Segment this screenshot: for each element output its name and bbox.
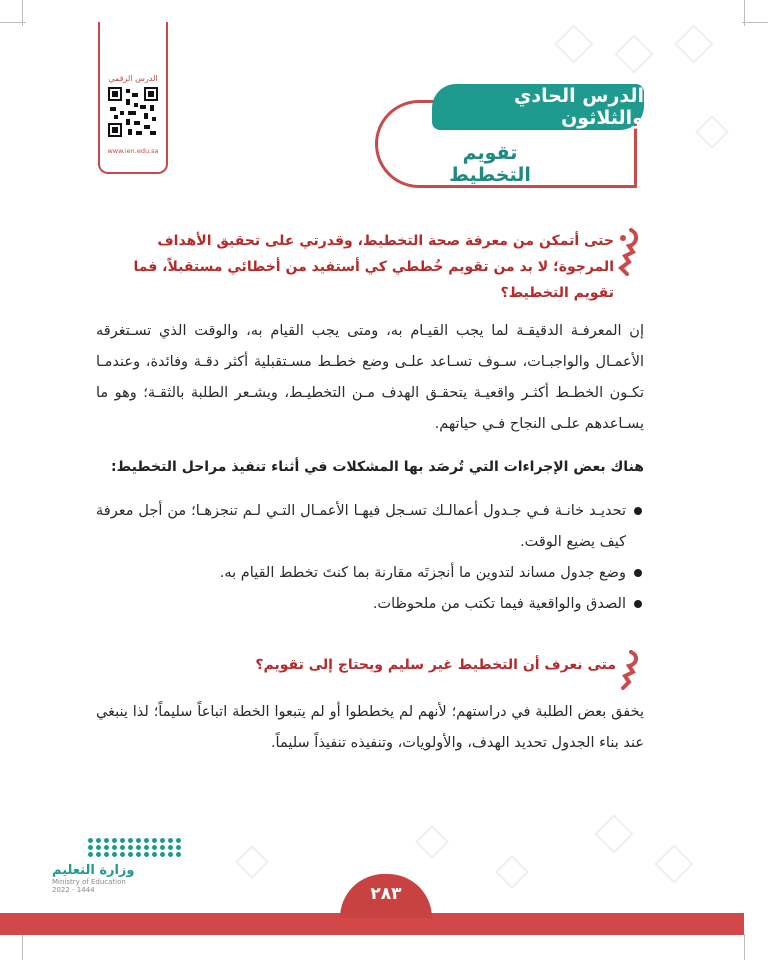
decorative-diamond	[594, 814, 634, 854]
lesson-prompt: حتى أتمكن من معرفة صحة التخطيط، وقدرتي على تحقيق الأهداف المرجوة؛ لا بد من تقويم خُططي كي أستفيد من أخطائي مستقبلاً، فما تقويم التخطيط؟	[133, 233, 614, 301]
digital-lesson-url[interactable]: www.ien.edu.sa	[107, 147, 159, 155]
digital-lesson-card[interactable]	[98, 22, 168, 174]
crop-mark	[744, 934, 745, 960]
procedures-list	[96, 496, 644, 620]
decorative-diamond	[235, 845, 269, 879]
decorative-diamond	[654, 844, 694, 884]
thinking-icon	[617, 228, 639, 276]
edition-year: 2022 - 1444	[52, 886, 95, 894]
question-title: متى نعرف أن التخطيط غير سليم ويحتاج إلى تقويم؟	[255, 657, 616, 673]
list-item: وضع جدول مساند لتدوين ما أنجزتَه مقارنة بما كنتَ تخطط القيام به.	[96, 558, 644, 589]
crop-mark	[742, 22, 768, 23]
decorative-diamond	[695, 115, 729, 149]
digital-lesson-label: الدرس الرقمي	[108, 74, 158, 83]
decorative-diamond	[614, 34, 654, 74]
crop-mark	[0, 22, 26, 23]
lesson-number-title: الدرس الحادي والثلاثون	[432, 84, 644, 130]
crop-mark	[22, 934, 23, 960]
decorative-diamond	[554, 24, 594, 64]
ministry-logo-dots	[88, 838, 172, 857]
lesson-subtitle: تقويم التخطيط	[449, 142, 531, 186]
decorative-diamond	[415, 825, 449, 859]
intro-paragraph: إن المعرفـة الدقيقـة لما يجب القيـام به، ومتى يجب القيام به، والوقت الذي تسـتغرقه الأعمـال والواجبـات، سـوف تسـاعد علـى وضع خطـط مسـتقبلية أكثر دقـة وفائدة، وعندمـا تكـون الخطـط أكثـر واقعيـة يتحقـق الهدف مـن التخطيـط، ويشـعر الطلبة بالثقـة؛ وهو ما يسـاعدهم علـى النجاح فـي حياتهم.	[96, 323, 644, 432]
list-item: الصدق والواقعية فيما تكتب من ملحوظات.	[96, 589, 644, 620]
page-number: ٢٨٣	[340, 874, 432, 918]
procedures-heading: هناك بعض الإجراءات التي تُرصَد بها المشكلات في أثناء تنفيذ مراحل التخطيط:	[111, 459, 644, 475]
ministry-name-ar: وزارة التعليم	[52, 863, 135, 878]
question-icon	[619, 650, 639, 690]
ministry-logo	[52, 838, 172, 908]
qr-code-icon[interactable]	[108, 87, 158, 137]
list-item: تحديـد خانـة فـي جـدول أعمالـك تسـجل فيهـا الأعمـال التـي لـم تنجزهـا؛ من أجل معرفة كيف يضيع الوقت.	[96, 496, 644, 558]
question-answer: يخفق بعض الطلبة في دراستهم؛ لأنهم لم يخططوا أو لم يتبعوا الخطة اتباعاً سليماً؛ لذا ينبغي عند بناء الجدول تحديد الهدف، والأولويات، وتنفيذه تنفيذاً سليماً.	[96, 704, 644, 751]
decorative-diamond	[674, 24, 714, 64]
ministry-name-en: Ministry of Education	[52, 878, 126, 886]
decorative-diamond	[495, 855, 529, 889]
